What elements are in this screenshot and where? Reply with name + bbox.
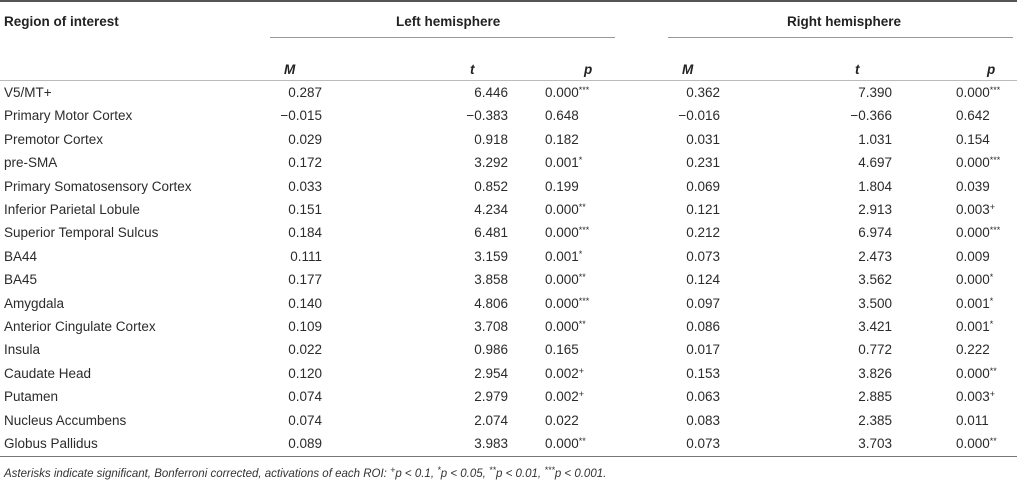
table-row	[0, 221, 1017, 244]
table-row	[0, 409, 1017, 432]
table-row	[0, 432, 1017, 455]
footnote-three-star: ***	[544, 465, 555, 475]
right-t-cell	[858, 436, 892, 451]
left-hemisphere-header: Left hemisphere	[396, 14, 501, 29]
footnote-plus-symbol: +	[390, 465, 396, 475]
left-p-cell	[545, 155, 582, 170]
left-p-cell-value: 0.165	[545, 342, 579, 358]
table-row	[0, 151, 1017, 174]
significance-marker: ***	[578, 225, 590, 236]
region-cell	[4, 389, 58, 404]
table-row	[0, 268, 1017, 291]
table-row	[0, 362, 1017, 385]
footnote-two-star: **	[489, 465, 497, 475]
right-t-cell-value: 2.385	[858, 412, 892, 428]
left-t-cell-value: 3.708	[474, 319, 508, 334]
significance-marker: **	[578, 319, 586, 329]
right-p-cell	[956, 202, 995, 217]
left-m-cell	[288, 85, 322, 100]
region-cell-value: Superior Temporal Sulcus	[4, 225, 159, 241]
right-p-cell	[956, 366, 997, 381]
significance-marker: +	[578, 365, 585, 376]
left-m-cell	[288, 413, 322, 428]
left-t-cell-value: 2.954	[474, 365, 508, 381]
left-t-cell-value: 2.074	[474, 412, 508, 428]
significance-marker: **	[578, 202, 586, 212]
table-row	[0, 175, 1017, 198]
right-m-cell	[686, 179, 720, 194]
right-m-cell	[686, 202, 720, 217]
left-p-cell	[545, 202, 586, 217]
right-p-cell-value: 0.000	[956, 436, 990, 451]
left-p-cell-value: 0.000	[545, 436, 579, 451]
left-t-cell	[474, 366, 508, 381]
right-t-cell-value: 1.031	[858, 131, 892, 147]
left-m-cell-value: 0.074	[288, 412, 322, 428]
right-t-cell-value: 0.772	[858, 342, 892, 358]
right-t-cell-value: 3.562	[858, 272, 892, 288]
significance-marker: **	[578, 436, 586, 446]
left-m-header: M	[284, 62, 296, 77]
right-hemisphere-header: Right hemisphere	[787, 14, 902, 29]
footnote-text-4: p < 0.01,	[496, 468, 545, 480]
right-p-cell-value: 0.642	[956, 108, 990, 124]
significance-marker: *	[989, 272, 994, 283]
table-row	[0, 128, 1017, 151]
left-p-cell	[545, 272, 586, 287]
region-cell	[4, 108, 132, 123]
right-m-cell-value: 0.069	[686, 178, 720, 194]
right-p-cell-value: 0.000	[956, 225, 990, 241]
table-footnote	[4, 465, 607, 480]
right-p-cell-value: 0.039	[956, 178, 990, 194]
left-t-cell	[474, 225, 508, 240]
footnote-text-3: p < 0.05,	[440, 468, 490, 480]
right-m-cell	[678, 108, 720, 123]
right-p-cell	[956, 249, 990, 264]
right-p-cell	[956, 225, 1000, 240]
left-p-cell	[545, 296, 589, 311]
left-m-cell	[288, 272, 322, 287]
right-m-cell-value: 0.362	[686, 85, 720, 100]
left-m-cell-value: 0.172	[288, 155, 322, 171]
left-m-cell-value: −0.015	[280, 108, 322, 124]
right-m-cell-value: 0.073	[686, 248, 720, 264]
left-m-cell	[288, 366, 322, 381]
right-m-cell	[686, 342, 720, 357]
left-m-cell	[288, 179, 322, 194]
significance-marker: *	[989, 295, 994, 306]
region-cell-value: Nucleus Accumbens	[4, 412, 127, 428]
left-m-cell-value: 0.177	[288, 272, 322, 288]
right-t-cell	[858, 249, 892, 264]
right-t-cell-value: 6.974	[858, 225, 892, 241]
left-p-cell-value: 0.000	[545, 225, 579, 241]
left-t-cell	[474, 272, 508, 287]
footnote-one-star: *	[437, 465, 441, 475]
left-m-cell	[288, 436, 322, 451]
region-cell	[4, 155, 57, 170]
left-m-cell-value: 0.111	[290, 248, 322, 264]
region-cell	[4, 436, 98, 451]
left-t-cell-value: 4.234	[474, 202, 508, 217]
left-t-cell-value: 3.159	[474, 248, 508, 264]
left-m-cell-value: 0.089	[288, 436, 322, 451]
region-cell	[4, 225, 158, 240]
right-t-cell	[858, 179, 892, 194]
left-p-cell-value: 0.000	[545, 319, 579, 334]
right-t-cell-value: 2.913	[858, 202, 892, 217]
left-m-cell-value: 0.029	[288, 131, 322, 147]
left-p-cell-value: 0.000	[545, 272, 579, 288]
left-t-cell-value: 0.852	[474, 178, 508, 194]
left-t-cell	[474, 342, 508, 357]
right-p-cell-value: 0.001	[956, 295, 990, 311]
region-cell-value: Caudate Head	[4, 365, 92, 381]
left-t-cell-value: 6.481	[474, 225, 508, 241]
left-p-cell	[545, 413, 579, 428]
left-t-cell	[474, 202, 508, 217]
left-m-cell	[280, 108, 322, 123]
right-m-cell-value: 0.212	[686, 225, 720, 241]
right-p-cell	[956, 342, 990, 357]
region-column-header: Region of interest	[4, 14, 119, 29]
right-p-cell	[956, 389, 995, 404]
right-m-cell	[686, 225, 720, 240]
left-t-header: t	[470, 62, 475, 77]
right-t-cell-value: 2.473	[858, 248, 892, 264]
left-m-cell	[288, 132, 322, 147]
right-t-cell	[858, 85, 892, 100]
region-cell-value: Amygdala	[4, 295, 65, 311]
right-p-cell	[956, 132, 990, 147]
region-cell	[4, 413, 126, 428]
significance-marker: **	[989, 436, 997, 446]
region-cell	[4, 366, 91, 381]
right-p-cell-value: 0.154	[956, 131, 990, 147]
right-m-cell-value: 0.097	[686, 295, 720, 311]
right-m-cell-value: 0.031	[686, 131, 720, 147]
left-p-cell-value: 0.002	[545, 365, 579, 381]
right-m-cell	[686, 249, 720, 264]
left-t-cell	[474, 389, 508, 404]
right-hemisphere-underline	[668, 37, 1013, 38]
region-cell-value: pre-SMA	[4, 155, 58, 171]
left-m-cell-value: 0.109	[288, 319, 322, 334]
right-m-cell-value: 0.083	[686, 412, 720, 428]
left-p-cell-value: 0.000	[545, 295, 579, 311]
left-m-cell-value: 0.151	[288, 202, 322, 217]
right-t-cell-value: −0.366	[850, 108, 892, 124]
right-p-cell-value: 0.001	[956, 319, 990, 334]
footnote-text-5: p < 0.001.	[554, 468, 607, 480]
region-cell-value: Inferior Parietal Lobule	[4, 202, 140, 217]
left-p-cell-value: 0.000	[545, 202, 579, 217]
right-p-cell	[956, 436, 997, 451]
left-p-cell	[545, 179, 579, 194]
region-cell-value: V5/MT+	[4, 85, 52, 100]
left-p-cell-value: 0.001	[545, 248, 579, 264]
right-p-cell	[956, 319, 993, 334]
right-m-cell-value: 0.231	[686, 155, 720, 171]
right-p-cell-value: 0.000	[956, 85, 990, 100]
right-t-cell	[858, 366, 892, 381]
region-cell-value: Globus Pallidus	[4, 436, 98, 451]
region-cell-value: Primary Somatosensory Cortex	[4, 178, 192, 194]
right-t-cell-value: 3.703	[858, 436, 892, 451]
significance-marker: +	[989, 202, 996, 212]
significance-marker: ***	[578, 295, 590, 306]
right-m-cell-value: 0.073	[686, 436, 720, 451]
left-m-cell-value: 0.120	[288, 365, 322, 381]
right-p-cell-value: 0.003	[956, 389, 990, 405]
right-t-cell	[858, 225, 892, 240]
left-t-cell	[474, 319, 508, 334]
left-p-cell	[545, 225, 589, 240]
left-p-cell	[545, 342, 579, 357]
right-t-cell	[858, 132, 892, 147]
left-t-cell	[474, 436, 508, 451]
left-p-cell	[545, 132, 579, 147]
right-t-cell-value: 1.804	[858, 178, 892, 194]
region-cell	[4, 249, 37, 264]
left-p-cell	[545, 85, 589, 100]
right-m-cell-value: 0.121	[686, 202, 720, 217]
table-row	[0, 81, 1017, 104]
significance-marker: *	[989, 319, 994, 329]
region-cell	[4, 342, 40, 357]
region-cell-value: Putamen	[4, 389, 59, 405]
left-t-cell-value: 0.986	[474, 342, 508, 358]
significance-marker: **	[989, 365, 997, 376]
table-row	[0, 385, 1017, 408]
left-m-cell	[288, 225, 322, 240]
right-t-cell-value: 3.500	[858, 295, 892, 311]
significance-marker: *	[578, 155, 583, 166]
region-cell	[4, 296, 64, 311]
left-t-cell	[474, 413, 508, 428]
significance-marker: ***	[578, 85, 590, 95]
right-p-cell	[956, 155, 1000, 170]
right-p-cell-value: 0.222	[956, 342, 990, 358]
table-row	[0, 245, 1017, 268]
left-t-cell-value: 4.806	[474, 295, 508, 311]
right-m-cell-value: −0.016	[678, 108, 720, 124]
right-t-cell-value: 3.826	[858, 365, 892, 381]
left-t-cell	[474, 179, 508, 194]
left-t-cell	[474, 155, 508, 170]
table-row	[0, 104, 1017, 127]
right-p-cell-value: 0.009	[956, 248, 990, 264]
right-m-cell	[686, 319, 720, 334]
table-row	[0, 315, 1017, 338]
right-t-cell-value: 2.885	[858, 389, 892, 405]
right-p-cell-value: 0.003	[956, 202, 990, 217]
right-m-cell-value: 0.153	[686, 365, 720, 381]
left-m-cell-value: 0.287	[288, 85, 322, 100]
left-p-cell	[545, 389, 584, 404]
right-m-header: M	[682, 62, 694, 77]
left-t-cell-value: 3.983	[474, 436, 508, 451]
left-t-cell	[474, 296, 508, 311]
right-m-cell	[686, 366, 720, 381]
left-t-cell	[474, 132, 508, 147]
right-t-cell	[850, 108, 892, 123]
right-p-header: p	[987, 62, 996, 77]
left-m-cell-value: 0.033	[288, 178, 322, 194]
left-p-cell-value: 0.182	[545, 131, 579, 147]
right-m-cell	[686, 413, 720, 428]
left-m-cell	[288, 342, 322, 357]
significance-marker: +	[578, 389, 585, 400]
region-cell-value: Premotor Cortex	[4, 131, 104, 147]
left-t-cell-value: 3.858	[474, 272, 508, 288]
right-p-cell	[956, 108, 990, 123]
right-t-cell	[858, 342, 892, 357]
right-t-cell	[858, 296, 892, 311]
region-cell-value: Primary Motor Cortex	[4, 108, 133, 124]
left-t-cell-value: 6.446	[474, 85, 508, 100]
left-p-cell	[545, 249, 582, 264]
left-m-cell-value: 0.184	[288, 225, 322, 241]
table-top-rule	[0, 0, 1017, 2]
left-m-cell	[288, 202, 322, 217]
right-m-cell	[686, 272, 720, 287]
region-cell-value: BA45	[4, 272, 38, 288]
right-p-cell-value: 0.011	[956, 412, 989, 428]
left-m-cell-value: 0.140	[288, 295, 322, 311]
right-m-cell	[686, 155, 720, 170]
left-p-cell	[545, 366, 584, 381]
footnote-text-1: Asterisks indicate significant, Bonferroni corrected, activations of each ROI:	[4, 468, 391, 480]
right-t-cell-value: 4.697	[858, 155, 892, 171]
right-m-cell-value: 0.086	[686, 319, 720, 334]
left-p-cell-value: 0.022	[545, 412, 579, 428]
right-t-cell	[858, 413, 892, 428]
table-row	[0, 292, 1017, 315]
right-p-cell	[956, 85, 1000, 100]
right-t-cell-value: 3.421	[858, 319, 892, 334]
left-t-cell-value: 0.918	[474, 131, 508, 147]
region-cell	[4, 272, 37, 287]
right-m-cell	[686, 389, 720, 404]
left-t-cell-value: 3.292	[474, 155, 508, 171]
significance-marker: ***	[989, 155, 1001, 166]
footnote-text-2: p < 0.1,	[395, 468, 438, 480]
right-m-cell-value: 0.124	[686, 272, 720, 288]
left-t-cell	[474, 85, 508, 100]
right-m-cell-value: 0.063	[686, 389, 720, 405]
region-cell-value: Anterior Cingulate Cortex	[4, 319, 156, 334]
right-m-cell	[686, 436, 720, 451]
table-row	[0, 198, 1017, 221]
table-row	[0, 338, 1017, 361]
left-m-cell	[288, 296, 322, 311]
right-p-cell	[956, 296, 993, 311]
region-cell	[4, 132, 103, 147]
significance-marker: +	[989, 389, 996, 400]
left-p-cell-value: 0.001	[545, 155, 579, 171]
significance-marker: ***	[989, 225, 1001, 236]
right-t-cell-value: 7.390	[858, 85, 892, 100]
right-m-cell	[686, 85, 720, 100]
significance-marker: *	[578, 248, 583, 259]
right-p-cell	[956, 272, 993, 287]
left-hemisphere-underline	[270, 37, 615, 38]
right-p-cell-value: 0.000	[956, 155, 990, 171]
region-cell	[4, 319, 156, 334]
table-bottom-rule	[0, 456, 1017, 457]
region-cell	[4, 202, 140, 217]
left-m-cell	[290, 249, 322, 264]
right-p-cell-value: 0.000	[956, 365, 990, 381]
right-m-cell	[686, 132, 720, 147]
right-p-cell-value: 0.000	[956, 272, 990, 288]
right-t-header: t	[855, 62, 860, 77]
left-t-cell-value: −0.383	[466, 108, 508, 124]
right-p-cell	[956, 413, 989, 428]
region-cell	[4, 179, 192, 194]
left-m-cell	[288, 319, 322, 334]
left-m-cell-value: 0.074	[288, 389, 322, 405]
left-p-cell	[545, 436, 586, 451]
left-p-cell-value: 0.002	[545, 389, 579, 405]
right-t-cell	[858, 155, 892, 170]
right-t-cell	[858, 272, 892, 287]
left-m-cell	[288, 155, 322, 170]
left-t-cell	[474, 249, 508, 264]
right-t-cell	[858, 202, 892, 217]
left-p-cell	[545, 108, 579, 123]
right-m-cell-value: 0.017	[686, 342, 720, 358]
left-p-header: p	[584, 62, 593, 77]
left-m-cell-value: 0.022	[288, 342, 322, 358]
right-p-cell	[956, 179, 990, 194]
right-t-cell	[858, 319, 892, 334]
left-p-cell-value: 0.000	[545, 85, 579, 100]
left-t-cell	[466, 108, 508, 123]
region-cell-value: BA44	[4, 248, 38, 264]
region-cell	[4, 85, 52, 100]
left-m-cell	[288, 389, 322, 404]
significance-marker: ***	[989, 85, 1001, 95]
left-p-cell	[545, 319, 586, 334]
left-t-cell-value: 2.979	[474, 389, 508, 405]
right-t-cell	[858, 389, 892, 404]
left-p-cell-value: 0.199	[545, 178, 579, 194]
significance-marker: **	[578, 272, 586, 283]
right-m-cell	[686, 296, 720, 311]
left-p-cell-value: 0.648	[545, 108, 579, 124]
region-cell-value: Insula	[4, 342, 41, 358]
